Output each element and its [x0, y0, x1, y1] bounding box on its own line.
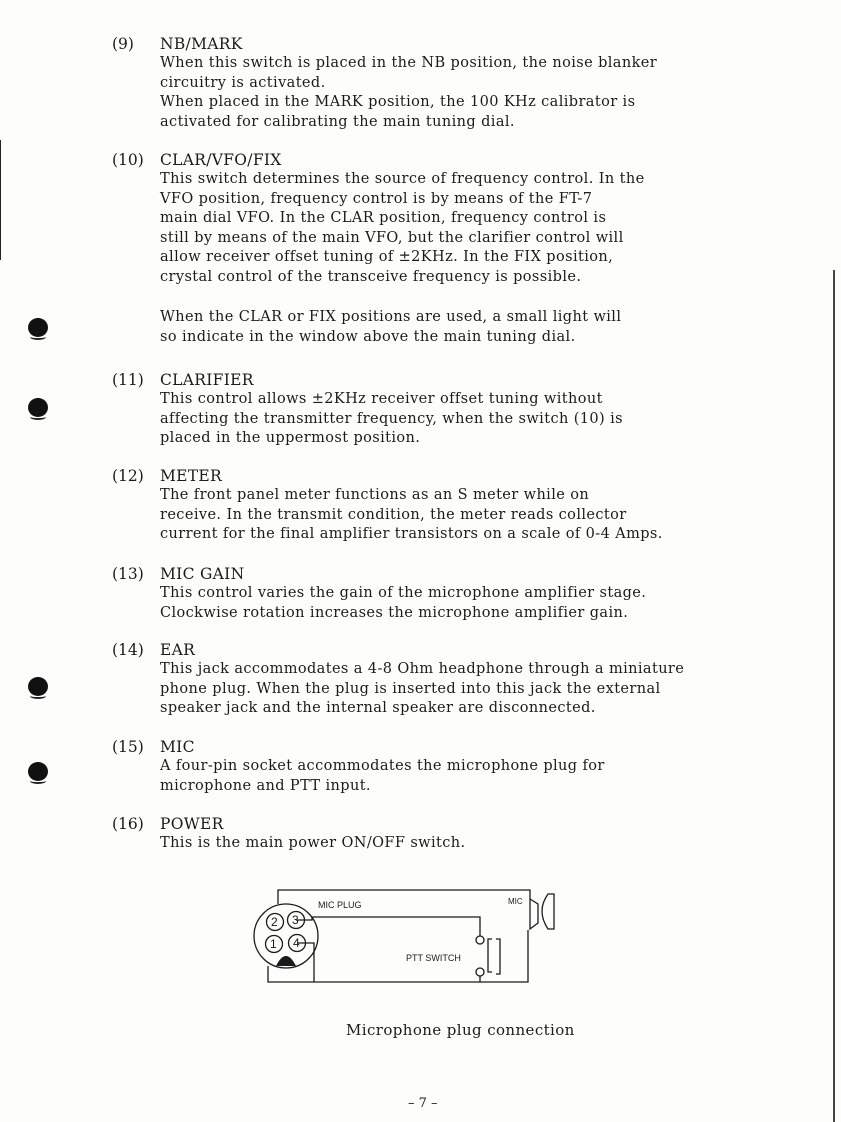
ptt-contact-top — [476, 936, 484, 944]
section-heading: CLAR/VFO/FIX — [160, 151, 282, 169]
section-number: (13) — [112, 565, 144, 583]
section-number: (16) — [112, 815, 144, 833]
punch-hole — [28, 762, 48, 781]
section-body — [160, 390, 760, 449]
ptt-switch-label: PTT SWITCH — [406, 953, 461, 963]
cable-bottom — [268, 930, 528, 982]
body-line: This control allows ±2KHz receiver offset tuning without — [160, 391, 603, 407]
body-line: so indicate in the window above the main tuning dial. — [160, 328, 576, 345]
body-line: When placed in the MARK position, the 100 KHz calibrator is — [160, 94, 636, 110]
section-heading: METER — [160, 467, 223, 485]
body-line: speaker jack and the internal speaker are disconnected. — [160, 700, 596, 716]
body-line: The front panel meter functions as an S meter while on — [160, 487, 590, 503]
section-body — [160, 486, 760, 545]
body-line: still by means of the main VFO, but the clarifier control will — [160, 229, 624, 246]
body-line: When the CLAR or FIX positions are used, a small light will — [160, 309, 622, 325]
pin-1-ground — [276, 956, 296, 966]
section-heading: MIC — [160, 738, 195, 756]
pin-label-2: 2 — [271, 915, 278, 929]
body-line: current for the final amplifier transistors on a scale of 0-4 Amps. — [160, 526, 663, 542]
ptt-contact-bottom — [476, 968, 484, 976]
cable-top — [278, 890, 530, 904]
section-number: (15) — [112, 738, 144, 756]
body-line: VFO position, frequency control is by means of the FT-7 — [160, 190, 593, 207]
section-number: (10) — [112, 151, 144, 169]
body-line: When this switch is placed in the NB position, the noise blanker — [160, 55, 658, 71]
section-number: (11) — [112, 371, 144, 389]
body-line: crystal control of the transceive frequency is possible. — [160, 268, 582, 285]
body-line: This control varies the gain of the microphone amplifier stage. — [160, 585, 647, 601]
body-line: circuitry is activated. — [160, 74, 326, 91]
mic-plug-label: MIC PLUG — [318, 900, 362, 910]
ptt-switch-bracket — [488, 939, 500, 974]
section-number: (14) — [112, 641, 144, 659]
body-line: microphone and PTT input. — [160, 777, 371, 794]
section-heading: EAR — [160, 641, 196, 659]
punch-hole — [28, 318, 48, 337]
punch-hole — [28, 677, 48, 696]
mic-diaphragm — [542, 894, 554, 929]
body-line: allow receiver offset tuning of ±2KHz. In the FIX position, — [160, 249, 614, 265]
mic-plug-diagram — [248, 882, 568, 992]
scan-edge-right — [833, 270, 835, 1122]
mic-symbol — [530, 899, 538, 929]
section-number: (12) — [112, 467, 144, 485]
pin-label-4: 4 — [293, 936, 300, 950]
mic-label: MIC — [508, 897, 523, 906]
section-heading: MIC GAIN — [160, 565, 245, 583]
body-line: activated for calibrating the main tuning dial. — [160, 113, 515, 130]
pin-label-3: 3 — [292, 913, 299, 927]
section-heading: POWER — [160, 815, 224, 833]
body-line: This switch determines the source of frequency control. In the — [160, 171, 645, 187]
section-body — [160, 170, 760, 347]
section-number: (9) — [112, 35, 134, 53]
figure-caption: Microphone plug connection — [346, 1021, 575, 1039]
body-line: main dial VFO. In the CLAR position, frequency control is — [160, 210, 607, 226]
body-line: receive. In the transmit condition, the meter reads collector — [160, 506, 627, 523]
scan-edge-left — [0, 140, 1, 260]
section-body — [160, 584, 760, 623]
body-line: phone plug. When the plug is inserted into this jack the external — [160, 680, 661, 697]
body-line: affecting the transmitter frequency, when the switch (10) is — [160, 410, 623, 427]
section-body — [160, 757, 760, 796]
punch-hole — [28, 398, 48, 417]
ptt-wire — [296, 917, 480, 936]
body-line: This jack accommodates a 4-8 Ohm headphone through a miniature — [160, 661, 685, 677]
section-body — [160, 660, 760, 719]
page-number: – 7 – — [408, 1096, 438, 1111]
body-line: placed in the uppermost position. — [160, 430, 421, 446]
body-line: A four-pin socket accommodates the microphone plug for — [160, 758, 605, 774]
section-body — [160, 834, 760, 854]
section-heading: CLARIFIER — [160, 371, 254, 389]
body-line: This is the main power ON/OFF switch. — [160, 835, 466, 851]
body-line: Clockwise rotation increases the microphone amplifier gain. — [160, 604, 629, 621]
pin-label-1: 1 — [270, 937, 277, 951]
section-body — [160, 54, 760, 132]
section-heading: NB/MARK — [160, 35, 243, 53]
